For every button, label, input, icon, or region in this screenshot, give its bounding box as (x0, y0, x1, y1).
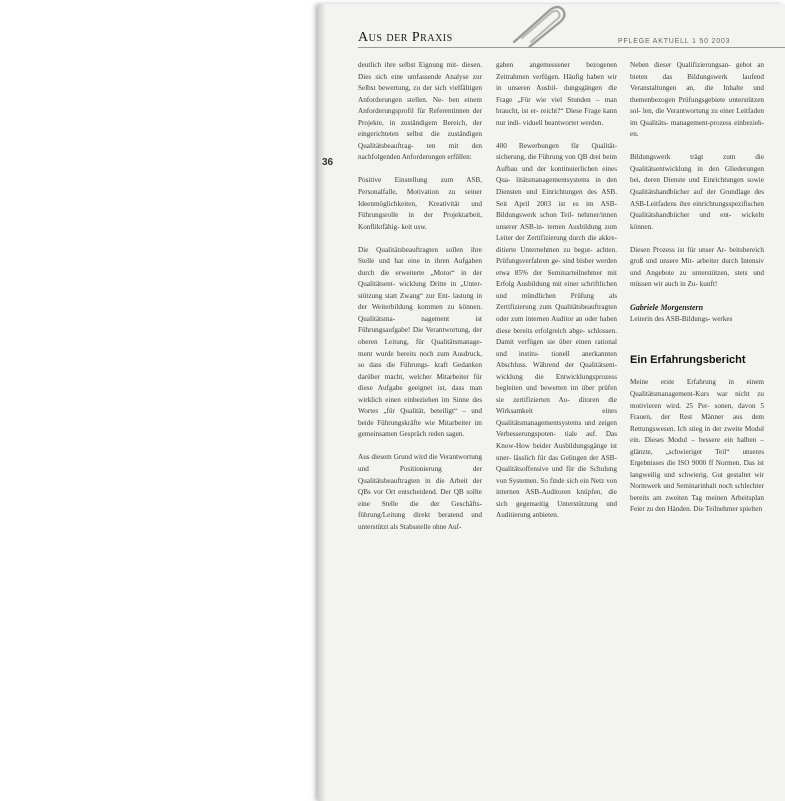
author-name: Gabriele Morgenstern (630, 303, 704, 313)
subheading: Ein Erfahrungsbericht (630, 354, 746, 367)
document-page (318, 4, 785, 801)
paragraph: Positive Einstellung zum ASB, Personalfalle, Motivation zu seiner Ideenmöglichkeiten, Kreativität und Führungsrolle in der Projektarbeit, Konfliktfähig- keit usw. (358, 176, 482, 231)
paragraph: Bildungswerk trägt zum die Qualitätsentwicklung in den Gliederungen bei, deren Dienste und Einrichtungen sowie Qualitätshandbücher auf der Grundlage des ASB-Leitfadens ihre einrichtungsspezifischen Qualitätshandbücher und ent- wickeln können. (630, 153, 764, 231)
text-column-1 (358, 60, 482, 545)
margin-annotation: 36 (322, 157, 334, 168)
text-column-2 (496, 60, 617, 533)
page-edge-shadow (318, 4, 326, 801)
author-role: Leiterin des ASB-Bildungs- werkes (630, 314, 733, 323)
paragraph: 400 Bewerbungen für Qualität- sicherung, die Führung von QB drei beim Aufbau und der kontinuierlichen eines Qua- litätsmanagementsystems in den Diensten und Einrichtungen des ASB. Seit April 2003 ist es im ASB-Bildungswerk schon Teil- nehmer/innen unserer ASB-in- ternen Ausbildung zum Leiter der Zertifizierung durch die akkre- ditierte Unternehmen zu begut- achten. Prüfungsverfahren ge- sind bisher werden etwa 85% der Seminarteilnehmer mit Erfolg Ausbildung mit einer schriftlichen und mündlichen Prüfung als Zertifizierung zum Qualitätsbeauftragten oder zum internen Auditor an oder haben diese bereits erfolgreich abge- schlossen. Damit verfügen sie über einen rational und institu- tionell anerkannten Abschluss. Während der Qualitätsent- wicklung die Entwicklungsprozess begleiten und bewerten im über prüfen sie zertifizierten Au- ditoren die Wirksamkeit eines Qualitätsmanagementsystems und zeigen Verbesserungspoten- tiale auf. Das Know-How beider Ausbildungsgänge ist uner- lässlich für das Gelingen der ASB-Qualitätsoffensive und für die Schulung von Systemen. So finde sich ein Netz von internen ASB-Auditoren knüpfen, die sich gegenseitig Unterstützung und Auditierung anbieten. (496, 141, 617, 520)
paragraph: deutlich ihre selbst Eignung mit- diesen. Dies sich eine umfassende Analyse zur Selbst bewertung, zu der sich vielfältigen Anforderungen stellen. Ne- ben einem Anforderungsprofil für Referentinnen der Projekte, in zuständigem Bereich, der eingerichteten selbst die zuständigen Qualitätsbeauftrag- ten mit den nachfolgenden Anforderungen erfüllen: (358, 61, 482, 162)
paragraph: Meine erste Erfahrung in einem Qualitätsmanagement-Kurs war nicht zu motivieren wird. 25 Per- sonen, davon 5 Frauen, der Rest Männer aus dem Rettungswesen. Ich stieg in der zweite Modul ein. Dieses Modul – bessere ein halben – glänzte, „schwieriger Teil“ unseres Ergebnisses die ISO 9000 ff Normen. Das ist langweilig und schwierig. Gut gestaltet wir Normwerk und Seminarinhalt noch schlechter bereits am zweiten Tag meinen Arbeitsplan Feier zu den Händen. Die Teilnehmer spielten (630, 378, 764, 514)
paragraph: Diesen Prozess ist für unser Ar- beitsbereich groß und unsere Mit- arbeiter durch Intensiv und Angebote zu unterstützen, stets und müssen wir auch in Zu- kunft! (630, 245, 764, 289)
paragraph: Die Qualitätsbeauftragten sollen ihre Stelle und hat eine in ihren Aufgaben durch die erweiterte „Motor“ in der Qualitätsent- wicklung Dritte in „Unter- stützung statt Zwang“ zur Ent- lastung in der Weiterbildung kommen zu können. Qualitätsma- nagement ist Führungsaufgabe! Die Verantwortung, der oberen Leitung, für Qualitätsmanage- ment wurde bereits noch zum Ausdruck, so dass die Führungs- kraft Gedanken darüber macht, welcher Mitarbeiter für diese Aufgabe geeignet ist, dass man wirklich einen einbeziehen im Sinne des Wortes „für Qualität, beteiligt“ – und beide Führungskräfte wie Mitarbeiter im gemeinsamen Gespräch reden sagen. (358, 245, 482, 439)
paper-clip-icon (504, 4, 568, 48)
running-header: PFLEGE AKTUELL 1 50 2003 (618, 38, 731, 45)
text-column-3 (630, 60, 764, 528)
paragraph: Aus diesem Grund wird die Verantwortung und Positionierung der Qualitätsbeauftragten in die Arbeit der QBs vor Ort entscheidend. Der QB sollte eine Stelle die der Geschäfts- führung/Leitung direkt beratend und unterstützt als Stabsstelle ohne Auf- (358, 453, 482, 531)
paragraph: Neben dieser Qualifizierungsan- gebot an bieten das Bildungswerk laufend Veranstaltungen an, die Inhalte und themenbezogen Prüfungsgebiete unterstützen sol- len, die Verantwortung zu einer Leitfaden im Qualitäts- management-prozess einbezieh- en. (630, 61, 764, 139)
header-rule (358, 47, 785, 48)
paragraph: gaben angemessener bezogenen Zeitrahmen verfügen. Häufig haben wir in unseren Ausbil- dungsgängen die Frage „Für wie viel Stunden – man braucht, ist er- reicht?“ Diese Frage kann nur indi- viduell beantwortet werden. (496, 61, 617, 127)
backdrop (0, 0, 318, 801)
section-title: Aus der Praxis (358, 30, 453, 45)
